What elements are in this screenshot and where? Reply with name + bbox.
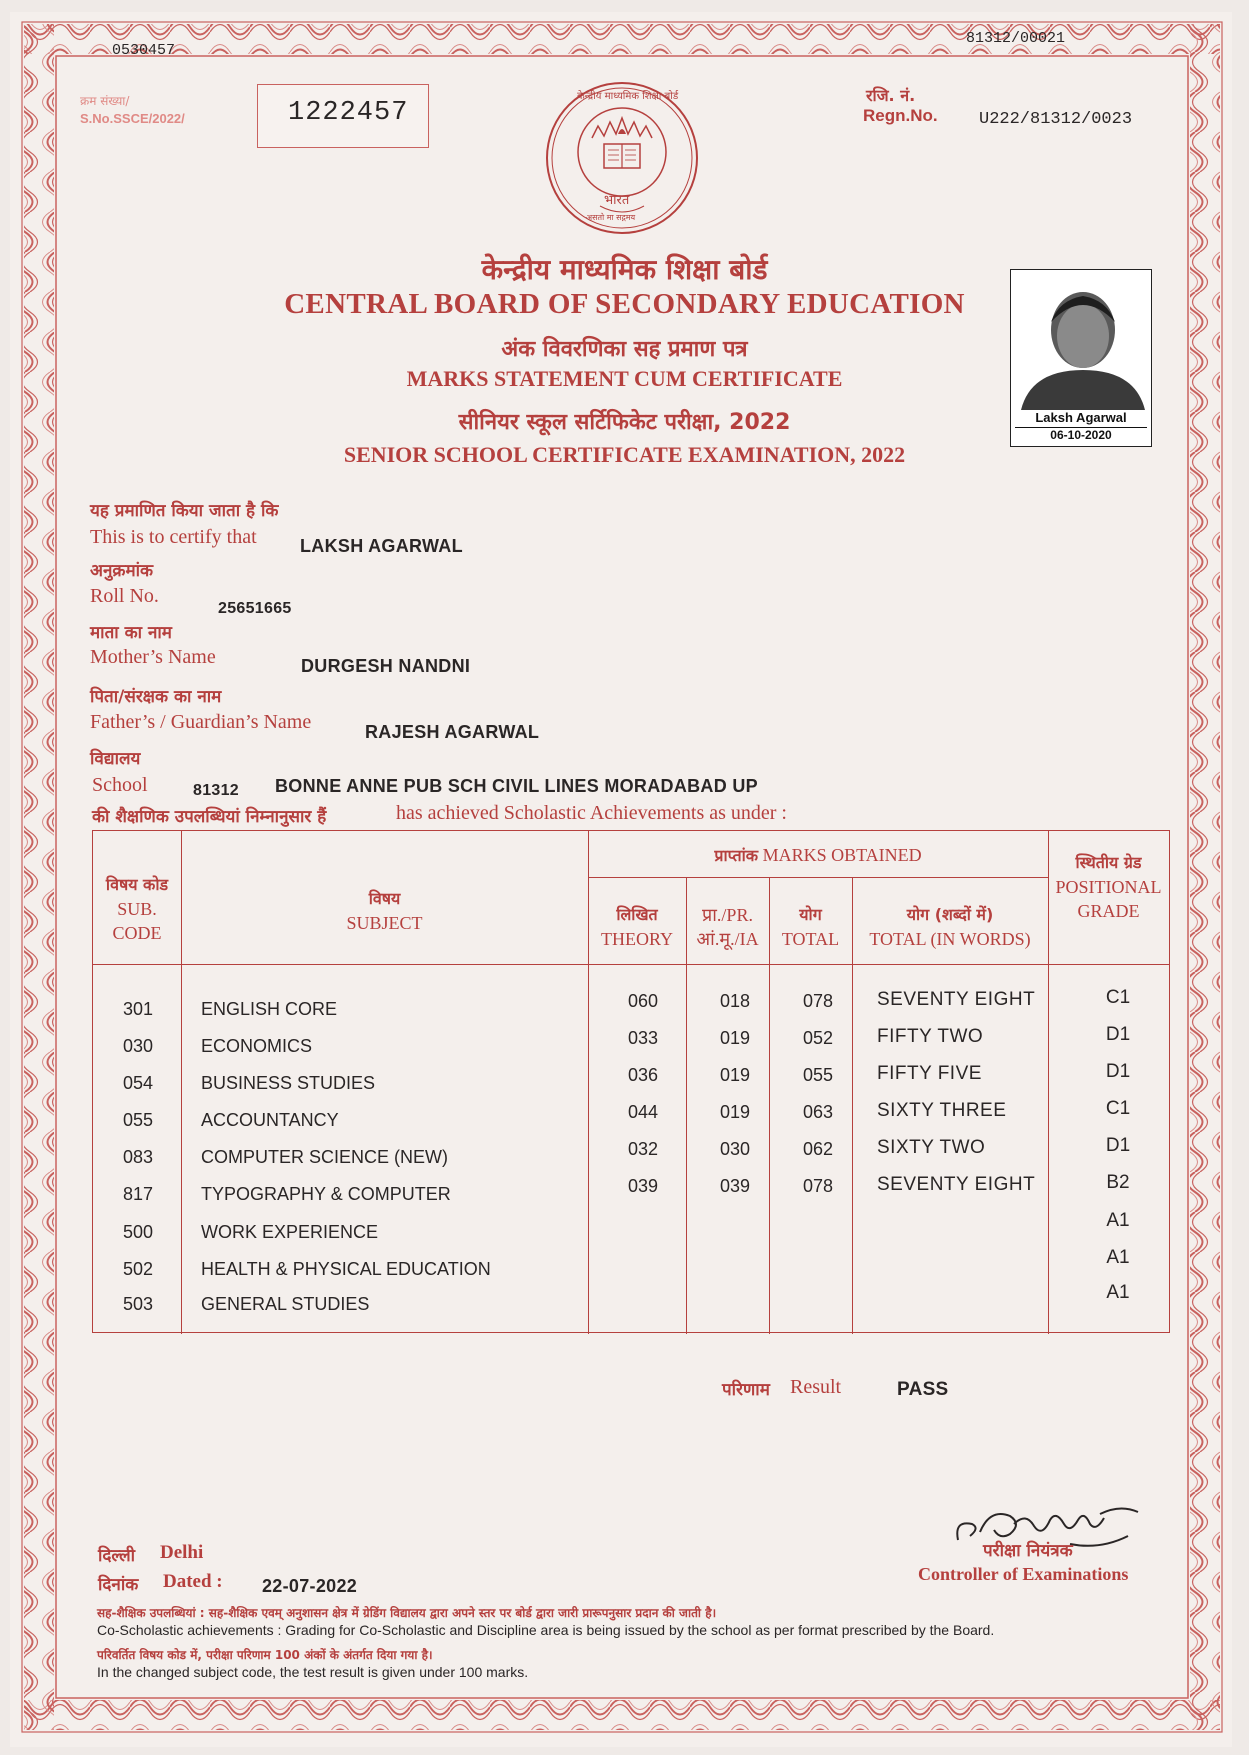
achieved-label-hi: की शैक्षणिक उपलब्धियां निम्नानुसार हैं [92, 807, 327, 827]
header-words-en: TOTAL (IN WORDS) [869, 929, 1031, 949]
row-divider [588, 877, 1048, 878]
dated-label-hi: दिनांक [98, 1575, 139, 1595]
header-marks-obtained [588, 843, 1048, 868]
top-left-number: 0530457 [112, 42, 176, 59]
cell-total: 062 [802, 1139, 834, 1159]
cell-grade: A1 [1106, 1210, 1130, 1231]
cell-code: 502 [123, 1259, 154, 1279]
mother-label-hi: माता का नाम [90, 623, 172, 643]
seal-text-top: केन्द्रीय माध्यमिक शिक्षा बोर्ड [577, 91, 679, 102]
cell-subject: WORK EXPERIENCE [201, 1222, 379, 1242]
cell-ia: 019 [719, 1065, 751, 1085]
header-theory-en: THEORY [601, 929, 673, 949]
cell-ia: 039 [719, 1176, 751, 1196]
controller-hi: परीक्षा नियंत्रक [983, 1541, 1073, 1561]
cell-subject: BUSINESS STUDIES [201, 1073, 376, 1093]
cell-grade: C1 [1105, 1098, 1131, 1119]
cell-subject: GENERAL STUDIES [201, 1294, 370, 1314]
serial-label-hi: क्रम संख्या/ [80, 94, 130, 108]
cell-theory: 032 [627, 1139, 659, 1159]
regn-label-hi: रजि. नं. [866, 86, 916, 105]
note1-hi: सह-शैक्षिक उपलब्धियां : सह-शैक्षिक एवम् अनुशासन क्षेत्र में ग्रेडिंग विद्यालय द्वारा अपने स्तर पर बोर्ड द्वारा जारी प्रारूपनुसार प्रदान की जाती है। [97, 1606, 717, 1620]
header-total [769, 903, 852, 951]
header-positional-grade [1048, 851, 1169, 923]
cell-ia: 018 [719, 991, 751, 1011]
certify-label-hi: यह प्रमाणित किया जाता है कि [90, 501, 279, 521]
place-hi: दिल्ली [98, 1546, 136, 1566]
cell-words: SEVENTY EIGHT [877, 989, 1036, 1010]
cell-grade: D1 [1105, 1024, 1131, 1045]
cell-words: SIXTY TWO [877, 1137, 986, 1158]
header-sub-code-en2: CODE [112, 923, 162, 943]
roll-label-hi: अनुक्रमांक [90, 561, 154, 581]
doc-title-en: MARKS STATEMENT CUM CERTIFICATE [406, 366, 843, 391]
student-name: LAKSH AGARWAL [300, 536, 463, 556]
photo-caption-name: Laksh Agarwal [1035, 410, 1127, 425]
cell-words: FIFTY FIVE [877, 1063, 982, 1084]
cell-grade: B2 [1106, 1172, 1130, 1193]
controller-en: Controller of Examinations [918, 1564, 1129, 1584]
exam-title-hi: सीनियर स्कूल सर्टिफिकेट परीक्षा, 2022 [458, 410, 791, 435]
serial-label-en: S.No.SSCE/2022/ [80, 111, 185, 126]
achieved-label-en: has achieved Scholastic Achievements as under : [396, 802, 787, 824]
cell-words: SEVENTY EIGHT [877, 1174, 1036, 1195]
cell-theory: 033 [627, 1028, 659, 1048]
header-marks-en: MARKS OBTAINED [762, 845, 922, 865]
header-theory [588, 903, 686, 951]
marks-table [92, 830, 1170, 1333]
cell-ia: 030 [719, 1139, 751, 1159]
doc-title-hi: अंक विवरणिका सह प्रमाण पत्र [501, 337, 748, 362]
note2-en: In the changed subject code, the test result is given under 100 marks. [97, 1664, 529, 1680]
result-label-en: Result [790, 1376, 842, 1398]
cell-ia: 019 [719, 1102, 751, 1122]
table-row [93, 1172, 1171, 1218]
header-grade-hi: स्थितीय ग्रेड [1075, 853, 1142, 872]
cell-theory: 044 [627, 1102, 659, 1122]
seal-motto: असतो मा सद्गमय [586, 213, 636, 222]
student-portrait-icon [1011, 270, 1151, 410]
header-grade-en2: GRADE [1077, 901, 1140, 921]
cell-words: FIFTY TWO [877, 1026, 984, 1047]
cell-total: 055 [802, 1065, 834, 1085]
regn-label-en: Regn.No. [863, 106, 938, 125]
board-title-en: CENTRAL BOARD OF SECONDARY EDUCATION [284, 288, 965, 320]
dated-label-en: Dated : [163, 1571, 223, 1592]
board-title-hi: केन्द्रीय माध्यमिक शिक्षा बोर्ड [481, 253, 768, 286]
cell-code: 503 [123, 1294, 154, 1314]
note1-en: Co-Scholastic achievements : Grading for Co-Scholastic and Discipline area is being issued by the school as per format prescribed by the Board. [97, 1622, 995, 1638]
roll-number: 25651665 [218, 600, 292, 617]
serial-number: 1222457 [288, 98, 409, 128]
cell-grade: D1 [1105, 1061, 1131, 1082]
header-sub-code-hi: विषय कोड [105, 875, 169, 894]
cell-subject: HEALTH & PHYSICAL EDUCATION [201, 1259, 491, 1279]
header-subject-en: SUBJECT [346, 913, 423, 933]
cell-subject: COMPUTER SCIENCE (NEW) [201, 1147, 448, 1167]
cell-words: SIXTY THREE [877, 1100, 1007, 1121]
issue-date: 22-07-2022 [262, 1576, 358, 1596]
cell-total: 063 [802, 1102, 834, 1122]
cell-total: 052 [802, 1028, 834, 1048]
cell-code: 055 [123, 1110, 154, 1130]
cell-subject: ENGLISH CORE [201, 999, 338, 1019]
school-label-en: School [92, 774, 148, 796]
header-total-hi: योग [799, 905, 822, 924]
header-subject-hi: विषय [368, 889, 401, 908]
father-label-en: Father’s / Guardian’s Name [90, 711, 312, 733]
cell-code: 054 [123, 1073, 154, 1093]
cell-code: 083 [123, 1147, 154, 1167]
mother-name: DURGESH NANDNI [301, 656, 471, 676]
header-grade-en1: POSITIONAL [1055, 877, 1162, 897]
certify-label-en: This is to certify that [90, 526, 257, 548]
school-label-hi: विद्यालय [90, 749, 141, 769]
header-total-en: TOTAL [781, 929, 840, 949]
header-theory-hi: लिखित [616, 905, 658, 924]
table-row [93, 1210, 1171, 1256]
row-divider [93, 964, 1169, 965]
seal-text-country: भारत [604, 193, 630, 208]
cell-subject: ECONOMICS [201, 1036, 313, 1056]
cell-ia: 019 [719, 1028, 751, 1048]
cell-total: 078 [802, 991, 834, 1011]
header-total-words [852, 903, 1048, 951]
cell-grade: A1 [1106, 1282, 1130, 1303]
header-ia-top: प्रा./PR. [702, 905, 753, 925]
header-words-hi: योग (शब्दों में) [906, 905, 994, 924]
father-label-hi: पिता/संरक्षक का नाम [90, 687, 222, 707]
student-photo [1010, 269, 1152, 447]
cell-theory: 039 [627, 1176, 659, 1196]
top-right-number: 81312/00021 [966, 30, 1066, 47]
header-ia-bot: आं.मू./IA [696, 929, 759, 949]
cell-subject: ACCOUNTANCY [201, 1110, 339, 1130]
cell-grade: D1 [1105, 1135, 1131, 1156]
result-value: PASS [897, 1379, 949, 1400]
exam-title-en: SENIOR SCHOOL CERTIFICATE EXAMINATION, 2022 [343, 442, 906, 467]
result-label-hi: परिणाम [722, 1380, 770, 1400]
cell-grade: C1 [1105, 987, 1131, 1008]
header-sub-code-en1: SUB. [117, 899, 157, 919]
mother-label-en: Mother’s Name [90, 646, 216, 668]
cell-subject: TYPOGRAPHY & COMPUTER [201, 1184, 451, 1204]
cell-theory: 036 [627, 1065, 659, 1085]
header-ia [686, 903, 769, 951]
father-name: RAJESH AGARWAL [365, 722, 540, 742]
header-marks-hi: प्राप्तांक [714, 846, 759, 865]
cell-code: 301 [123, 999, 154, 1019]
roll-label-en: Roll No. [90, 585, 159, 607]
note2-hi: परिवर्तित विषय कोड में, परीक्षा परिणाम 100 अंकों के अंतर्गत दिया गया है। [97, 1648, 433, 1662]
header-subject [181, 887, 588, 935]
place-en: Delhi [160, 1542, 204, 1563]
school-code: 81312 [193, 782, 239, 799]
photo-caption-date: 06-10-2020 [1015, 427, 1147, 442]
cell-grade: A1 [1106, 1247, 1130, 1268]
cell-code: 030 [123, 1036, 154, 1056]
table-row [93, 1282, 1171, 1328]
cell-code: 817 [123, 1184, 154, 1204]
header-sub-code [93, 873, 181, 945]
cell-total: 078 [802, 1176, 834, 1196]
cell-code: 500 [123, 1222, 154, 1242]
school-name: BONNE ANNE PUB SCH CIVIL LINES MORADABAD UP [275, 776, 758, 796]
table-row [93, 1247, 1171, 1293]
regn-number: U222/81312/0023 [979, 110, 1133, 129]
cell-theory: 060 [627, 991, 659, 1011]
